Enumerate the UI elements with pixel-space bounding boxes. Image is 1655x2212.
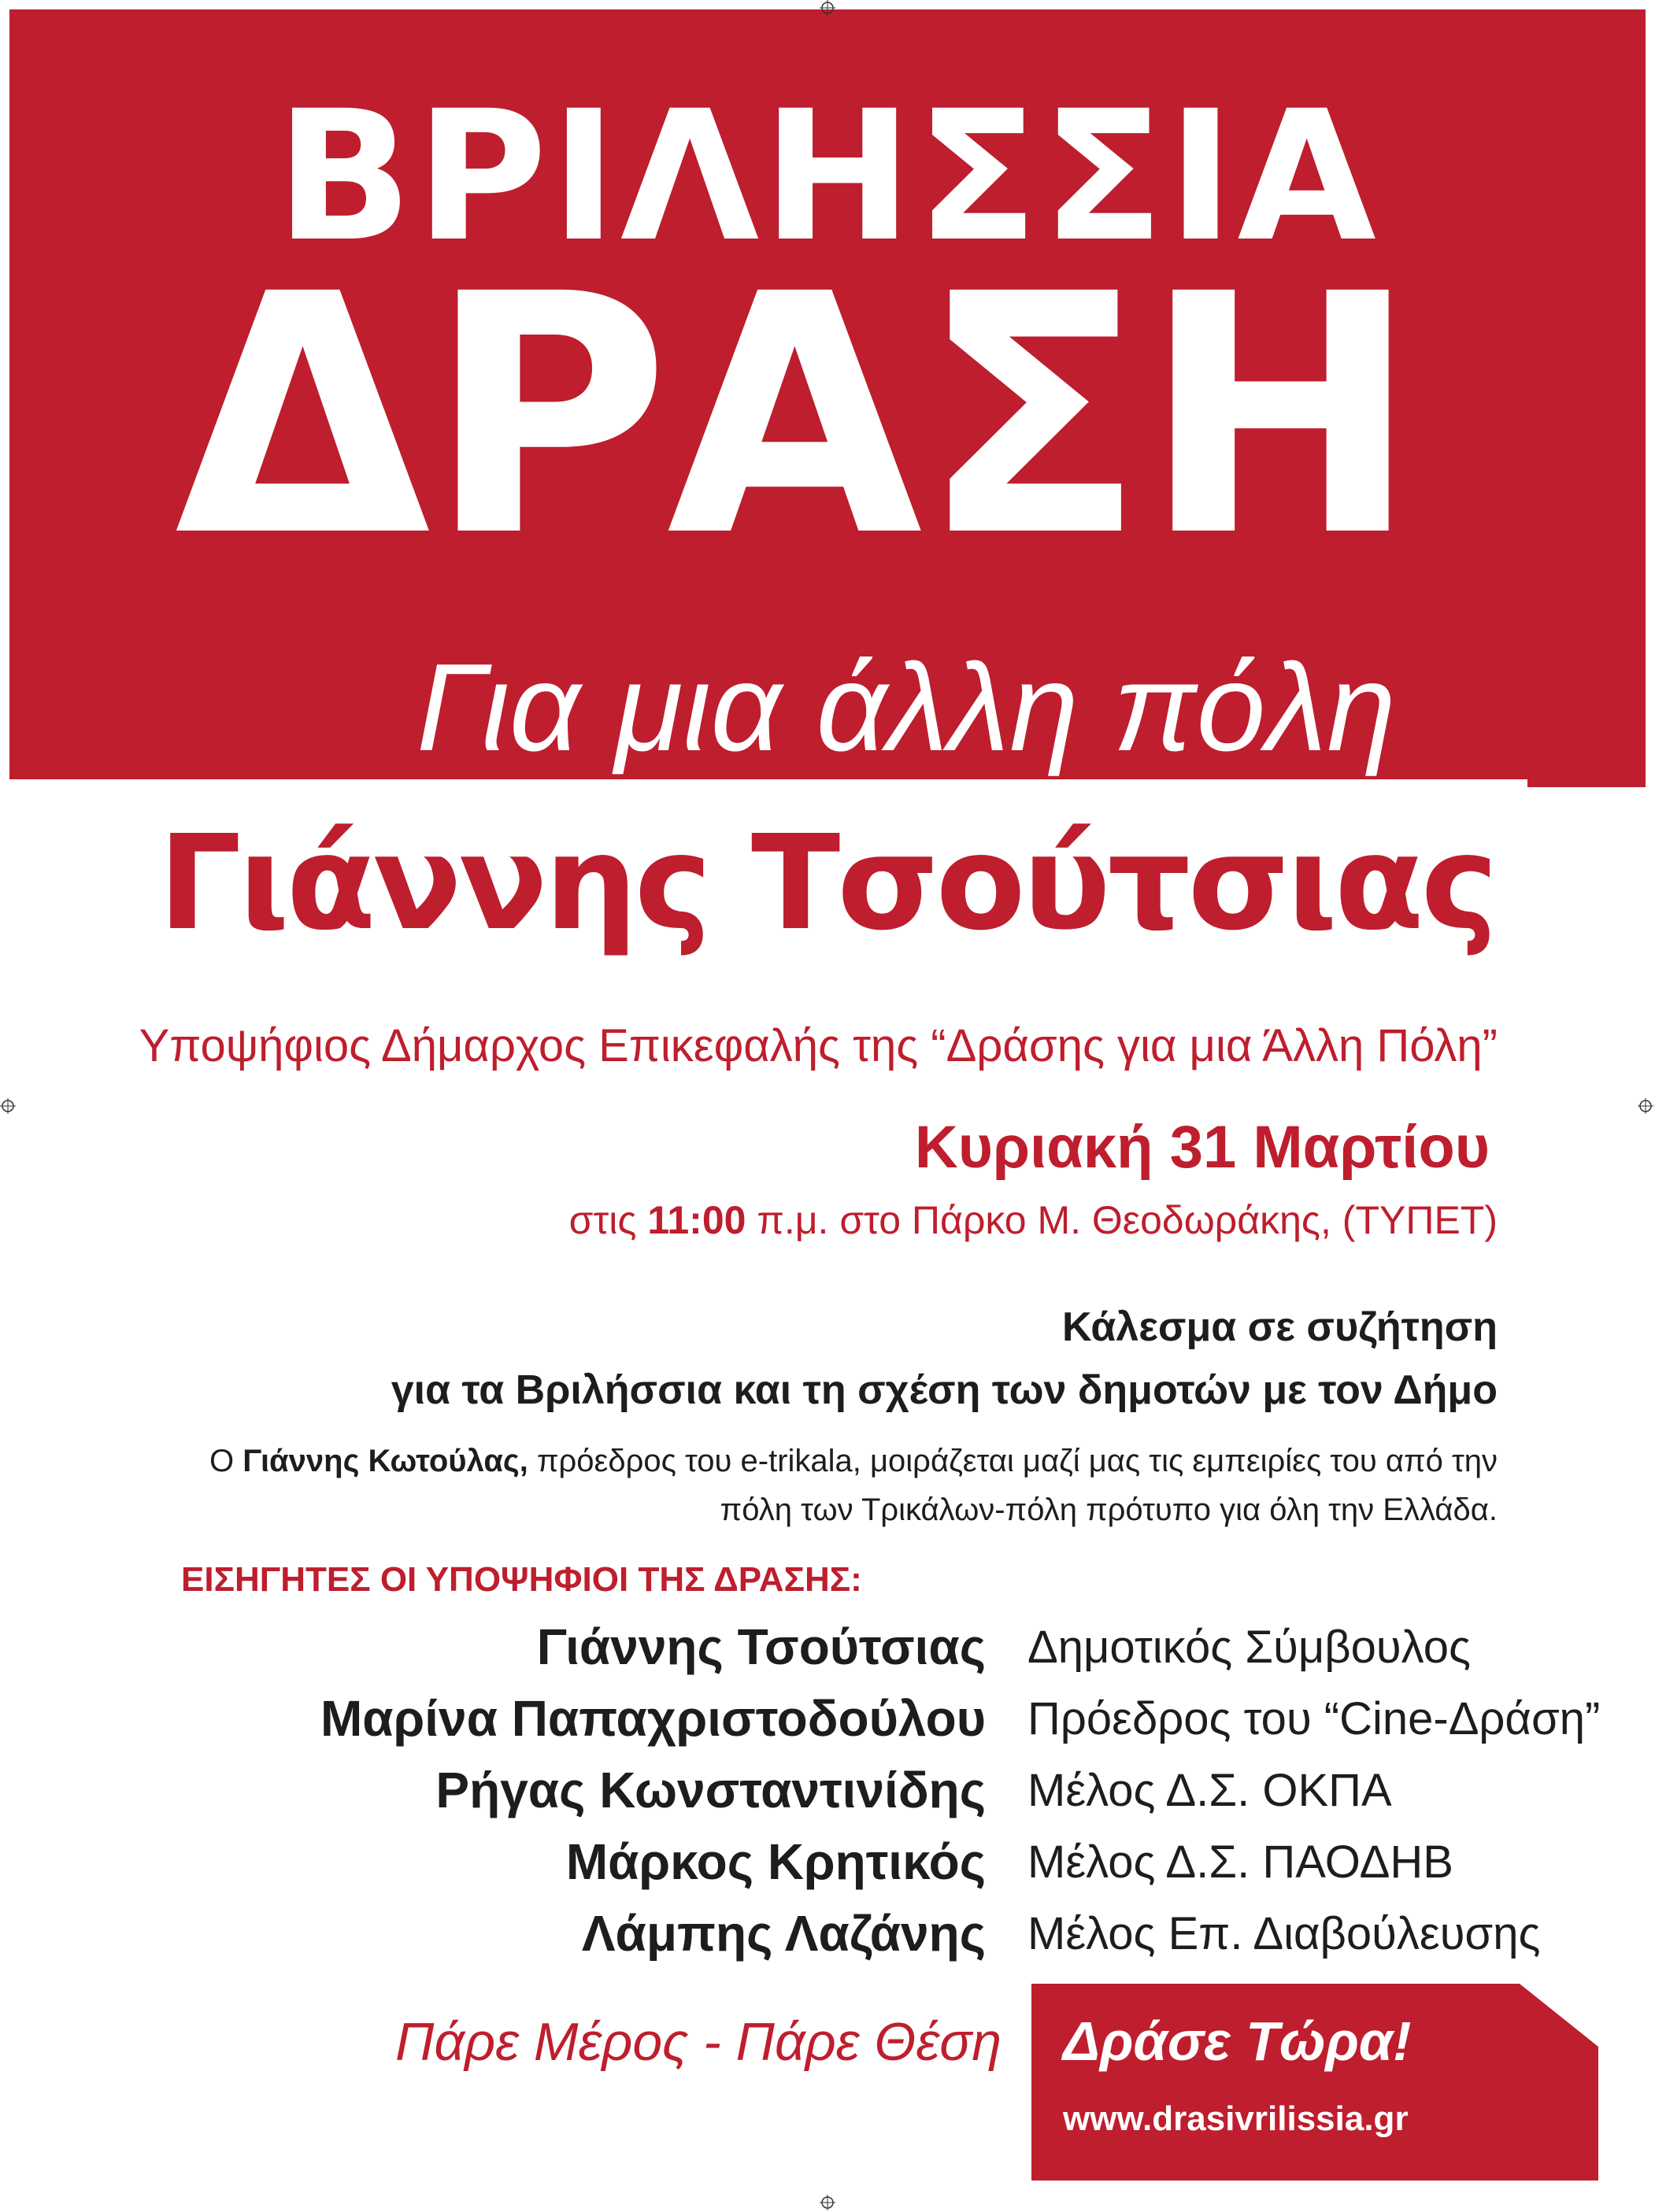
speaker-name: Γιάννης Τσούτσιας: [536, 1618, 986, 1675]
registration-mark-icon: [0, 1098, 16, 1114]
speaker-role: Μέλος Επ. Διαβούλευσης: [1027, 1908, 1541, 1959]
guest-name: Γιάννης Κωτούλας,: [243, 1444, 528, 1478]
speaker-role: Πρόεδρος του “Cine-Δράση”: [1027, 1693, 1601, 1744]
event-details: [569, 1200, 1498, 1240]
speakers-list: [0, 1618, 1655, 1980]
guest-text: πρόεδρος του e-trikala, μοιράζεται μαζί μας τις εμπειρίες του από την πόλη των Τρικάλων-πόλη πρότυπο για όλη την Ελλάδα.: [528, 1444, 1498, 1527]
registration-mark-icon: [1638, 1098, 1653, 1114]
event-date: Κυριακή 31 Μαρτίου: [914, 1114, 1490, 1181]
event-time: 11:00: [647, 1198, 746, 1242]
speaker-row: [0, 1905, 1655, 1980]
title-top: ΒΡΙΛΗΣΣΙΑ: [276, 72, 1379, 281]
speaker-name: Ρήγας Κωνσταντινίδης: [435, 1762, 986, 1818]
speaker-role: Μέλος Δ.Σ. ΠΑΟΔΗΒ: [1027, 1837, 1453, 1888]
speaker-name: Λάμπης Λαζάνης: [581, 1905, 986, 1962]
speaker-role: Μέλος Δ.Σ. ΟΚΠΑ: [1027, 1765, 1392, 1816]
tagline: Για μια άλλη πόλη: [417, 638, 1396, 777]
guest-prefix: Ο: [209, 1444, 243, 1478]
speaker-name: Μαρίνα Παπαχριστοδούλου: [320, 1690, 986, 1747]
speakers-heading: ΕΙΣΗΓΗΤΕΣ ΟΙ ΥΠΟΨΗΦΙΟΙ ΤΗΣ ΔΡΑΣΗΣ:: [181, 1560, 862, 1599]
registration-mark-icon: [820, 0, 835, 16]
guest-paragraph: [159, 1437, 1498, 1534]
speaker-row: [0, 1833, 1655, 1908]
cta-label: Δράσε Τώρα!: [1063, 2010, 1412, 2072]
candidate-name: Γιάννης Τσούτσιας: [157, 808, 1496, 960]
invitation-subheading: για τα Βριλήσσια και τη σχέση των δημοτών με τον Δήμο: [391, 1367, 1498, 1413]
cta-box: [1031, 1984, 1598, 2181]
candidate-role: Υποψήφιος Δήμαρχος Επικεφαλής της “Δράσης για μια Άλλη Πόλη”: [139, 1020, 1498, 1071]
speaker-row: [0, 1690, 1655, 1765]
title-main: ΔΡΑΣΗ: [174, 224, 1416, 609]
header-banner: [0, 0, 1655, 787]
website-link[interactable]: www.drasivrilissia.gr: [1063, 2099, 1409, 2138]
event-details-suffix: π.μ. στο Πάρκο Μ. Θεοδωράκης, (ΤΥΠΕΤ): [746, 1198, 1498, 1242]
speaker-name: Μάρκος Κρητικός: [565, 1833, 986, 1890]
slogan: Πάρε Μέρος - Πάρε Θέση: [395, 2012, 1002, 2072]
registration-mark-icon: [820, 2195, 835, 2210]
speaker-row: [0, 1762, 1655, 1837]
speaker-role: Δημοτικός Σύμβουλος: [1027, 1622, 1471, 1673]
invitation-heading: Κάλεσμα σε συζήτηση: [1061, 1304, 1498, 1350]
event-details-prefix: στις: [568, 1198, 648, 1242]
speaker-row: [0, 1618, 1655, 1693]
